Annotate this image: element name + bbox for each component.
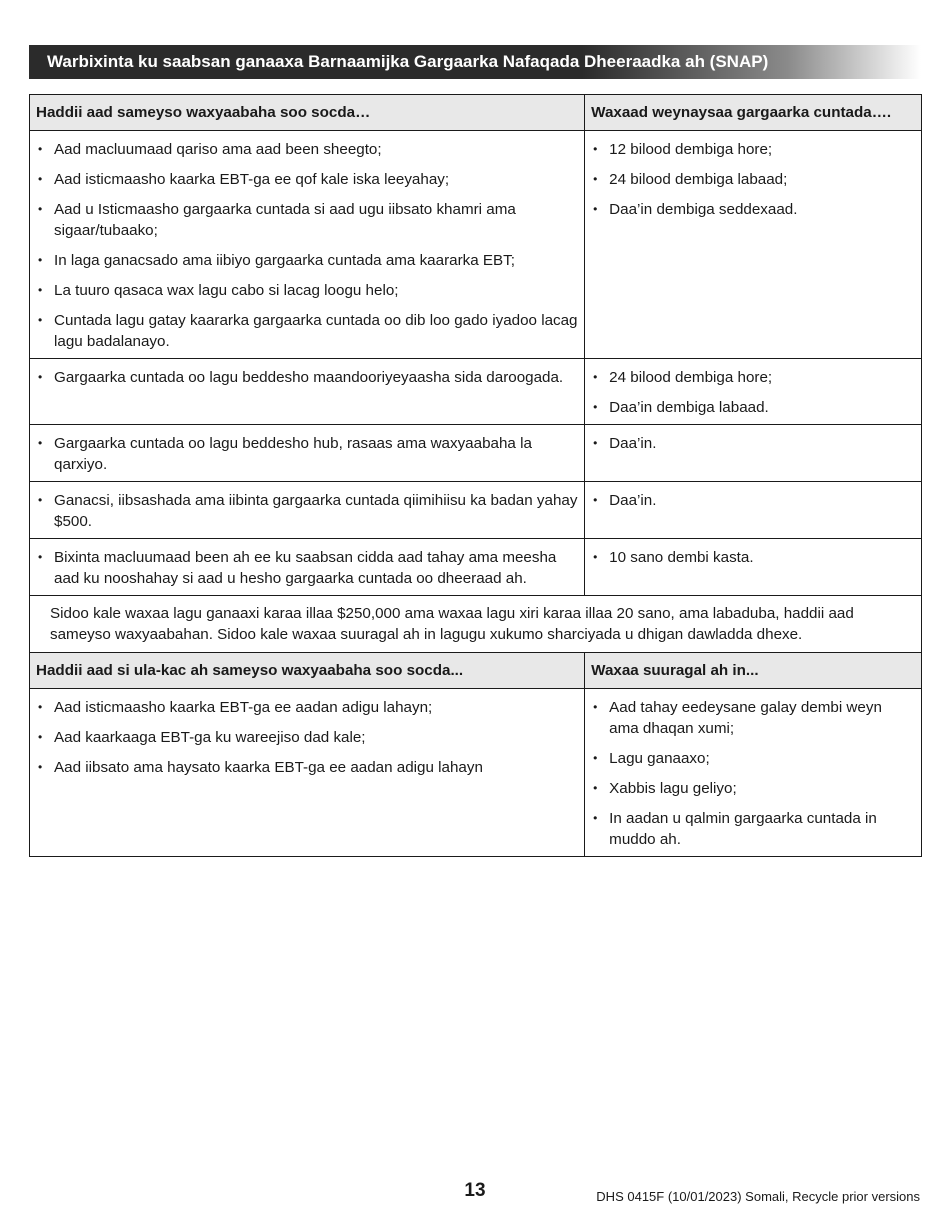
list-item: • In aadan u qalmin gargaarka cuntada in muddo ah. (591, 808, 915, 850)
list-item: • Gargaarka cuntada oo lagu beddesho hub, rasaas ama waxyaabaha la qarxiyo. (36, 433, 578, 475)
offense-cell (30, 131, 585, 359)
table-row (30, 482, 922, 539)
list-item: • Aad u Isticmaasho gargaarka cuntada si aad ugu iibsato khamri ama sigaar/tubaako; (36, 199, 578, 241)
table-row (30, 131, 922, 359)
penalty-cell (585, 131, 922, 359)
list-item: • Aad macluumaad qariso ama aad been sheegto; (36, 139, 578, 160)
list-item: • Daa’in. (591, 490, 915, 511)
table1-header-left: Haddii aad sameyso waxyaabaha soo socda… (30, 95, 585, 131)
list-item: • Aad isticmaasho kaarka EBT-ga ee qof kale iska leeyahay; (36, 169, 578, 190)
offense-cell (30, 539, 585, 596)
table2-header-right: Waxaa suuragal ah in... (585, 653, 922, 689)
table-row (30, 689, 922, 857)
list-item: • Xabbis lagu geliyo; (591, 778, 915, 799)
form-code: DHS 0415F (10/01/2023) Somali, Recycle prior versions (596, 1189, 920, 1204)
table1-header-row (30, 95, 922, 131)
list-item: • Gargaarka cuntada oo lagu beddesho maandooriyeyaasha sida daroogada. (36, 367, 578, 388)
table-row (30, 539, 922, 596)
list-item: • Aad isticmaasho kaarka EBT-ga ee aadan adigu lahayn; (36, 697, 578, 718)
list-item: • Cuntada lagu gatay kaararka gargaarka cuntada oo dib loo gado iyadoo lacag lagu badalanayo. (36, 310, 578, 352)
offense-cell (30, 425, 585, 482)
penalty-cell (585, 689, 922, 857)
page-number: 13 (464, 1180, 486, 1201)
list-item: • 24 bilood dembiga hore; (591, 367, 915, 388)
list-item: • Ganacsi, iibsashada ama iibinta gargaarka cuntada qiimihiisu ka badan yahay $500. (36, 490, 578, 532)
page-banner-title: Warbixinta ku saabsan ganaaxa Barnaamijka Gargaarka Nafaqada Dheeraadka ah (SNAP) (29, 45, 921, 79)
offense-cell (30, 482, 585, 539)
list-item: • 10 sano dembi kasta. (591, 547, 915, 568)
table-row (30, 425, 922, 482)
penalty-table (29, 94, 922, 857)
list-item: • Aad iibsato ama haysato kaarka EBT-ga ee aadan adigu lahayn (36, 757, 578, 778)
note-row (30, 596, 922, 653)
penalty-cell (585, 425, 922, 482)
penalty-cell (585, 359, 922, 425)
penalty-cell (585, 539, 922, 596)
list-item: • Daa’in. (591, 433, 915, 454)
table2-header-left: Haddii aad si ula-kac ah sameyso waxyaabaha soo socda... (30, 653, 585, 689)
list-item: • Aad kaarkaaga EBT-ga ku wareejiso dad kale; (36, 727, 578, 748)
penalty-cell (585, 482, 922, 539)
list-item: • Daa’in dembiga seddexaad. (591, 199, 915, 220)
list-item: • Aad tahay eedeysane galay dembi weyn ama dhaqan xumi; (591, 697, 915, 739)
list-item: • Daa’in dembiga labaad. (591, 397, 915, 418)
list-item: • La tuuro qasaca wax lagu cabo si lacag loogu helo; (36, 280, 578, 301)
table2-header-row (30, 653, 922, 689)
table-row (30, 359, 922, 425)
fine-note: Sidoo kale waxaa lagu ganaaxi karaa illaa $250,000 ama waxaa lagu xiri karaa illaa 20 sano, ama labaduba, haddii aad sameyso waxyaabahan. Sidoo kale waxaa suuragal ah in lagugu xukumo sharciyada u dhigan dawladda dhexe. (30, 596, 922, 653)
offense-cell (30, 689, 585, 857)
list-item: • 12 bilood dembiga hore; (591, 139, 915, 160)
list-item: • 24 bilood dembiga labaad; (591, 169, 915, 190)
list-item: • Lagu ganaaxo; (591, 748, 915, 769)
list-item: • In laga ganacsado ama iibiyo gargaarka cuntada ama kaararka EBT; (36, 250, 578, 271)
list-item: • Bixinta macluumaad been ah ee ku saabsan cidda aad tahay ama meesha aad ku nooshahay si aad u hesho gargaarka cuntada oo dheeraad ah. (36, 547, 578, 589)
table1-header-right: Waxaad weynaysaa gargaarka cuntada…. (585, 95, 922, 131)
offense-cell (30, 359, 585, 425)
